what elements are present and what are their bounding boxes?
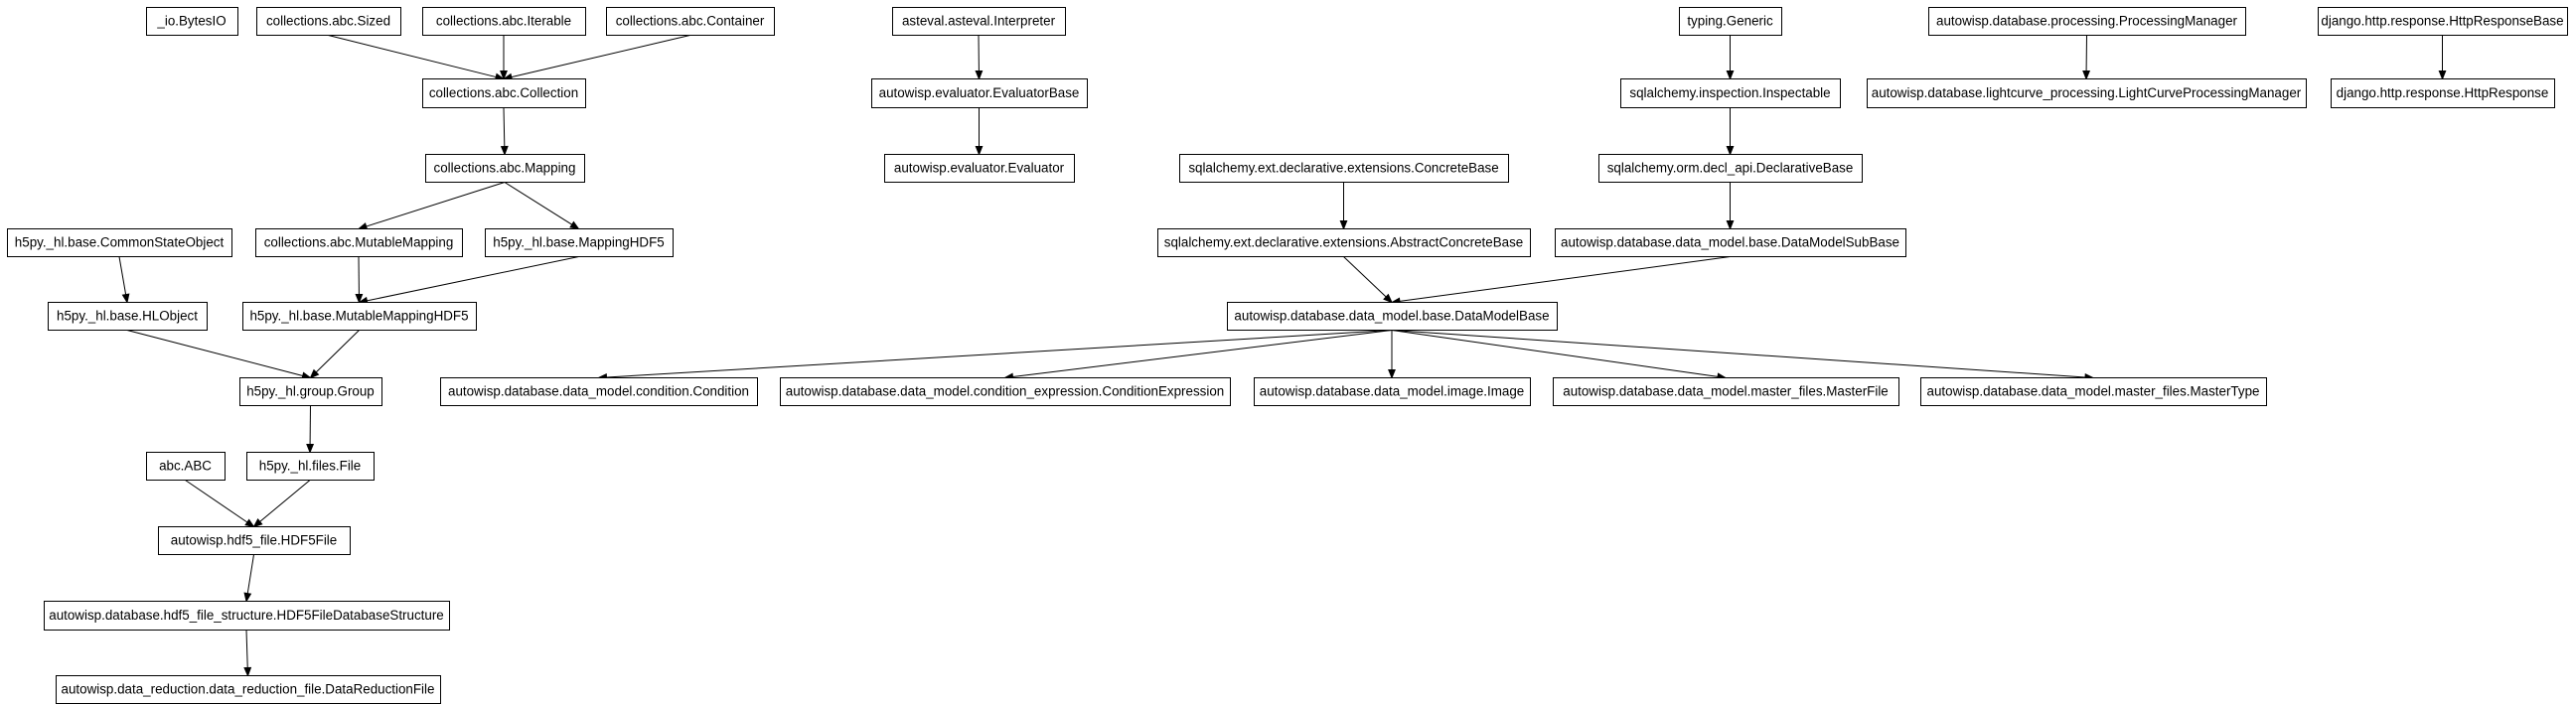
class-node-label: h5py._hl.files.File [258, 458, 362, 474]
class-node-hdf5dbstruct [45, 602, 450, 631]
class-node-label: django.http.response.HttpResponse [2336, 85, 2549, 100]
class-node-label: autowisp.database.data_model.master_files.MasterFile [1563, 383, 1889, 399]
class-node-label: sqlalchemy.ext.declarative.extensions.ConcreteBase [1188, 160, 1499, 176]
class-node-mapping [426, 155, 585, 183]
class-node-label: autowisp.evaluator.EvaluatorBase [878, 85, 1080, 100]
class-node-label: django.http.response.HttpResponseBase [2321, 13, 2564, 29]
class-node-httpresponsebase [2319, 8, 2568, 36]
class-node-abstractconcrete [1158, 229, 1531, 257]
class-node-h5file [247, 453, 375, 481]
class-node-generic [1680, 8, 1782, 36]
class-node-label: collections.abc.Mapping [433, 160, 576, 176]
class-node-hdf5file [159, 527, 351, 555]
class-node-label: autowisp.database.data_model.base.DataModelSubBase [1561, 234, 1899, 250]
class-node-mutablemappinghdf5 [243, 303, 477, 331]
class-node-image [1255, 378, 1531, 406]
class-node-bytesio [147, 8, 238, 36]
class-node-commonstate [8, 229, 232, 257]
class-node-label: h5py._hl.base.MutableMappingHDF5 [249, 308, 469, 324]
class-node-mutablemapping [256, 229, 463, 257]
class-node-label: autowisp.evaluator.Evaluator [893, 160, 1065, 176]
class-node-label: autowisp.database.data_model.base.DataModelBase [1234, 308, 1550, 324]
class-node-label: autowisp.hdf5_file.HDF5File [170, 532, 338, 548]
class-node-label: sqlalchemy.inspection.Inspectable [1629, 85, 1831, 100]
class-node-label: sqlalchemy.orm.decl_api.DeclarativeBase [1606, 160, 1854, 176]
class-node-label: h5py._hl.base.MappingHDF5 [493, 234, 665, 250]
class-node-label: autowisp.database.data_model.condition.Condition [448, 383, 749, 399]
class-node-label: h5py._hl.group.Group [246, 383, 375, 399]
class-node-lcprocessingmanager [1868, 79, 2307, 108]
class-node-label: autowisp.data_reduction.data_reduction_file.DataReductionFile [61, 681, 435, 697]
class-node-label: collections.abc.Sized [265, 13, 391, 29]
class-node-abc [147, 453, 226, 481]
class-node-evaluatorbase [872, 79, 1088, 108]
class-node-masterfile [1554, 378, 1899, 406]
class-node-datareduction [57, 676, 441, 704]
class-node-declarativebase [1599, 155, 1863, 183]
class-node-mastertype [1921, 378, 2267, 406]
class-node-datamodelsubbase [1556, 229, 1906, 257]
class-node-iterable [423, 8, 586, 36]
class-node-group [240, 378, 382, 406]
class-node-mappinghdf5 [486, 229, 674, 257]
class-node-interpreter [893, 8, 1066, 36]
class-node-label: autowisp.database.lightcurve_processing.LightCurveProcessingManager [1871, 85, 2302, 100]
class-node-processingmanager [1929, 8, 2246, 36]
class-node-label: typing.Generic [1687, 13, 1773, 29]
class-node-label: autowisp.database.data_model.image.Image [1259, 383, 1525, 399]
class-node-label: autowisp.database.hdf5_file_structure.HDF5FileDatabaseStructure [49, 608, 444, 623]
class-node-label: collections.abc.MutableMapping [263, 234, 454, 250]
class-node-label: collections.abc.Collection [428, 85, 579, 100]
class-node-collection [423, 79, 586, 108]
class-node-label: collections.abc.Iterable [435, 13, 572, 29]
class-node-condition [441, 378, 758, 406]
class-node-label: collections.abc.Container [615, 13, 765, 29]
class-node-datamodelbase [1228, 303, 1558, 331]
class-node-label: autowisp.database.data_model.condition_expression.ConditionExpression [785, 383, 1225, 399]
class-node-label: asteval.asteval.Interpreter [901, 13, 1056, 29]
class-node-label: autowisp.database.data_model.master_files.MasterType [1926, 383, 2260, 399]
class-node-conditionexpr [781, 378, 1231, 406]
class-node-label: _io.BytesIO [157, 13, 227, 29]
class-node-httpresponse [2332, 79, 2555, 108]
class-node-label: abc.ABC [159, 458, 212, 474]
class-node-inspectable [1621, 79, 1841, 108]
class-node-hlobject [49, 303, 208, 331]
class-node-label: sqlalchemy.ext.declarative.extensions.AbstractConcreteBase [1163, 234, 1524, 250]
class-node-sized [257, 8, 401, 36]
class-node-container [607, 8, 775, 36]
class-node-concretebase [1180, 155, 1509, 183]
class-node-evaluator [885, 155, 1075, 183]
class-node-label: h5py._hl.base.CommonStateObject [14, 234, 225, 250]
class-node-label: autowisp.database.processing.ProcessingManager [1936, 13, 2237, 29]
class-node-label: h5py._hl.base.HLObject [57, 308, 198, 324]
